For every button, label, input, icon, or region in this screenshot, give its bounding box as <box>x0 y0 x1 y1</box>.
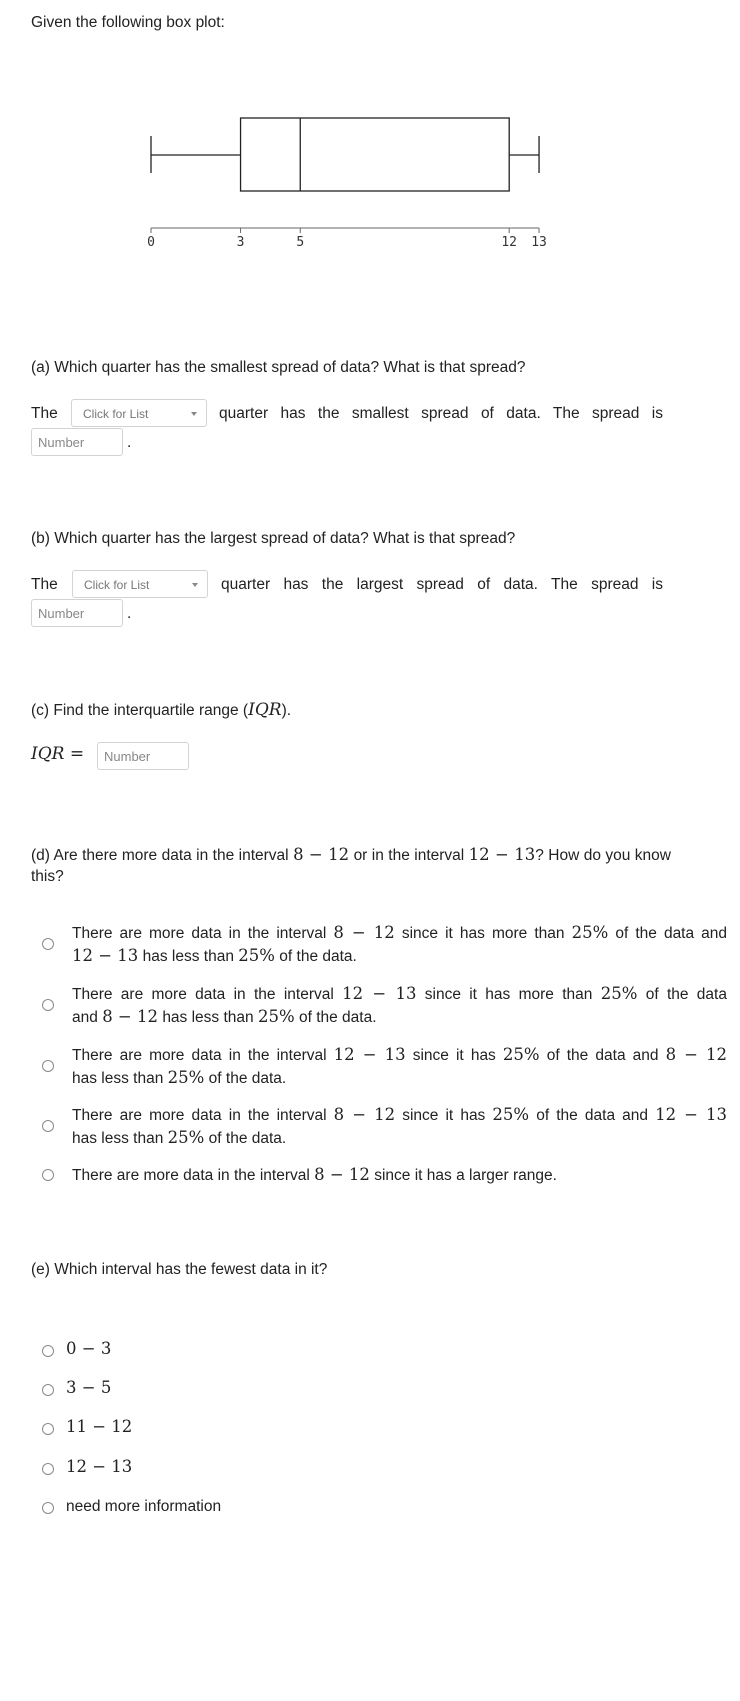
quarter-dropdown-a[interactable] <box>71 399 207 427</box>
option-e-4[interactable]: 12 − 13 <box>66 1457 133 1476</box>
question-e: (e) Which interval has the fewest data in it? <box>31 1261 328 1278</box>
option-d-1[interactable]: There are more data in the interval 8 − 12 since it has more than 25% of the data and 12 − 13 has less than 25% of the data. <box>72 923 728 965</box>
option-e-2[interactable]: 3 − 5 <box>66 1378 112 1397</box>
period: . <box>127 434 132 451</box>
quarter-dropdown-b[interactable] <box>72 570 208 598</box>
question-a: (a) Which quarter has the smallest spread of data? What is that spread? <box>31 359 526 376</box>
option-e-1-radio[interactable] <box>42 1345 54 1357</box>
answer-a-the: The <box>31 405 58 422</box>
chevron-down-icon <box>191 412 197 416</box>
chevron-down-icon <box>192 583 198 587</box>
spread-input-a[interactable]: Number <box>31 428 123 456</box>
answer-b-the: The <box>31 576 58 593</box>
x-tick-label: 5 <box>296 235 305 250</box>
option-d-5-radio[interactable] <box>42 1169 54 1181</box>
iqr-label: IQR = <box>31 744 85 764</box>
answer-a-sentence: quarter has the smallest spread of data. The spread is <box>219 405 663 422</box>
option-d-1-radio[interactable] <box>42 938 54 950</box>
x-tick-label: 3 <box>236 235 245 250</box>
option-d-3[interactable]: There are more data in the interval 12 − 13 since it has 25% of the data and 8 − 12 has less than 25% of the data. <box>72 1045 728 1087</box>
option-e-3[interactable]: 11 − 12 <box>66 1417 133 1436</box>
option-d-3-radio[interactable] <box>42 1060 54 1072</box>
dropdown-placeholder: Click for List <box>84 578 150 592</box>
x-tick-label: 0 <box>147 235 155 250</box>
option-d-5[interactable]: There are more data in the interval 8 − 12 since it has a larger range. <box>72 1165 557 1184</box>
option-e-2-radio[interactable] <box>42 1384 54 1396</box>
spread-input-b[interactable]: Number <box>31 599 123 627</box>
option-d-4[interactable]: There are more data in the interval 8 − 12 since it has 25% of the data and 12 − 13 has less than 25% of the data. <box>72 1105 728 1147</box>
x-tick-label: 13 <box>531 235 547 250</box>
x-tick-label: 12 <box>501 235 518 250</box>
option-d-2-radio[interactable] <box>42 999 54 1011</box>
iqr-box <box>241 118 510 191</box>
option-e-1[interactable]: 0 − 3 <box>66 1339 112 1358</box>
answer-b-sentence: quarter has the largest spread of data. The spread is <box>221 576 663 593</box>
iqr-input[interactable]: Number <box>97 742 189 770</box>
question-c: (c) Find the interquartile range (IQR). <box>31 700 292 720</box>
option-d-4-radio[interactable] <box>42 1120 54 1132</box>
intro-text: Given the following box plot: <box>31 14 225 31</box>
question-d: (d) Are there more data in the interval 8 − 12 or in the interval 12 − 13? How do you know this? <box>31 845 671 885</box>
box-plot <box>0 0 740 290</box>
option-d-2[interactable]: There are more data in the interval 12 − 13 since it has more than 25% of the data and 8 − 12 has less than 25% of the data. <box>72 984 727 1026</box>
period: . <box>127 605 132 622</box>
option-e-4-radio[interactable] <box>42 1463 54 1475</box>
question-b: (b) Which quarter has the largest spread of data? What is that spread? <box>31 530 516 547</box>
math-iqr: IQR <box>248 700 282 720</box>
option-e-5[interactable]: need more information <box>66 1498 222 1515</box>
dropdown-placeholder: Click for List <box>83 407 149 421</box>
option-e-5-radio[interactable] <box>42 1502 54 1514</box>
option-e-3-radio[interactable] <box>42 1423 54 1435</box>
